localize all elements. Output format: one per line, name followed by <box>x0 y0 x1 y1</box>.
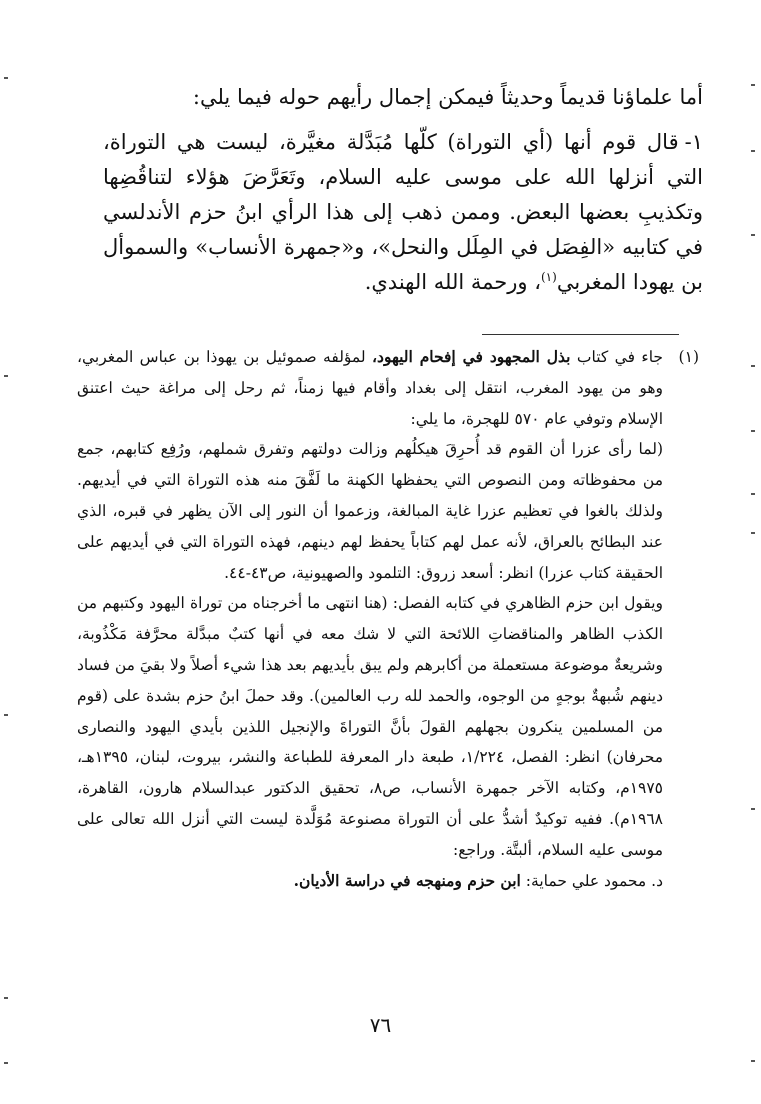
edge-mark <box>4 714 8 716</box>
intro-paragraph: أما علماؤنا قديماً وحديثاً فيمكن إجمال رأيهم حوله فيما يلي: <box>192 85 703 109</box>
point-one-paragraph <box>103 125 703 300</box>
footnote-body <box>77 342 663 896</box>
point-one-text: قال قوم أنها (أي التوراة) كلّها مُبَدَّلة مغيَّرة، ليست هي التوراة، التي أنزلها الله على موسى عليه السلام، وتَعَرَّضَ هؤلاء لتناقُضِها وتكذيبِ بعضها البعض. وممن ذهب إلى هذا الرأي ابنُ حزم الأندلسي في كتابيه «الفِصَل في المِلَل والنحل»، و«جمهرة الأنساب» والسموأل بن يهودا المغربي <box>103 130 703 294</box>
footnote-divider <box>482 334 679 335</box>
page-number: ٧٦ <box>369 1013 392 1037</box>
footnote-reference[interactable]: (١) <box>540 270 557 284</box>
author-name: د. محمود علي حماية: <box>525 871 663 890</box>
point-number: ١- <box>684 130 703 154</box>
footnote-paragraph: ويقول ابن حزم الظاهري في كتابه الفصل: (هنا انتهى ما أخرجناه من توراة اليهود وكتبهم من الكذب الظاهر والمناقضاتِ اللائحة التي لا شك معه في أنها كتبٌ مبدَّلة محرَّفة مَكْذُوبة، وشريعةٌ موضوعة مستعملة من أكابرهم ولم يبق بأيديهم بعد هذا شيء أصلاً ولا بقيَ من فساد دينهم شُبهةٌ بوجهٍ من الوجوه، والحمد لله رب العالمين). وقد حملَ ابنُ حزم بشدة على (قوم من المسلمين ينكرون بجهلهم القولَ بأنَّ التوراةَ والإنجيل اللذين بأيدي اليهود والنصارى محرفان) انظر: الفصل، ١/٢٢٤، طبعة دار المعرفة للطباعة والنشر، بيروت، لبنان، ١٣٩٥هـ، ١٩٧٥م، وكتابه الآخر جمهرة الأنساب، ص٨، تحقيق الدكتور عبدالسلام هارون، القاهرة، ١٩٦٨م). ففيه توكيدٌ أشدُّ على أن التوراة مصنوعة مُوَلَّدة ليست التي أنزل الله تعالى على موسى عليه السلام، ألبتَّة. وراجع: <box>77 594 664 859</box>
footnote-paragraph <box>77 342 663 434</box>
edge-mark <box>751 234 755 236</box>
edge-mark <box>4 77 8 79</box>
edge-mark <box>751 1060 755 1062</box>
edge-mark <box>751 84 755 86</box>
book-title: بذل المجهود في إفحام اليهود، <box>372 347 571 366</box>
book-title: ابن حزم ومنهجه في دراسة الأديان. <box>293 870 521 890</box>
edge-mark <box>751 365 755 367</box>
edge-mark <box>4 375 8 377</box>
footnote-quote: (لما رأى عزرا أن القوم قد أُحرِقَ هيكلُهم وزالت دولتهم وتفرق شملهم، ورُفِع كتابهم، جمع من محفوظاته ومن النصوص التي يحفظها الكهنة ما لَفَّقَ منه هذه التوراة التي في أيديهم. ولذلك بالغوا في تعظيم عزرا غاية المبالغة، وزعموا أن النور إلى الآن يظهر في قبره، الذي عند البطائح بالعراق، لأنه عمل لهم كتاباً يحفظ لهم دينهم، فهذه التوراة التي في أيديهم على الحقيقة كتاب عزرا) انظر: أسعد زروق: التلمود والصهيونية، ص٤٣-٤٤. <box>77 440 663 582</box>
point-one-tail: ، ورحمة الله الهندي. <box>364 270 541 294</box>
edge-mark <box>751 532 755 534</box>
footnote-reference-line <box>77 866 663 897</box>
main-text <box>103 80 703 300</box>
edge-mark <box>751 150 755 152</box>
edge-mark <box>751 493 755 495</box>
edge-mark <box>751 808 755 810</box>
footnote-text: لمؤلفه صموئيل بن يهوذا بن عباس المغربي، وهو من يهود المغرب، انتقل إلى بغداد وأقام فيها زمناً، ثم رحل إلى مراغة حيث اعتنق الإسلام وتوفي عام ٥٧٠ للهجرة، ما يلي: <box>77 348 663 428</box>
edge-mark <box>4 1062 8 1064</box>
footnote <box>77 342 699 896</box>
edge-mark <box>751 430 755 432</box>
edge-mark <box>4 997 8 999</box>
footnote-text: جاء في كتاب <box>576 348 664 366</box>
footnote-marker: (١) <box>678 348 699 366</box>
